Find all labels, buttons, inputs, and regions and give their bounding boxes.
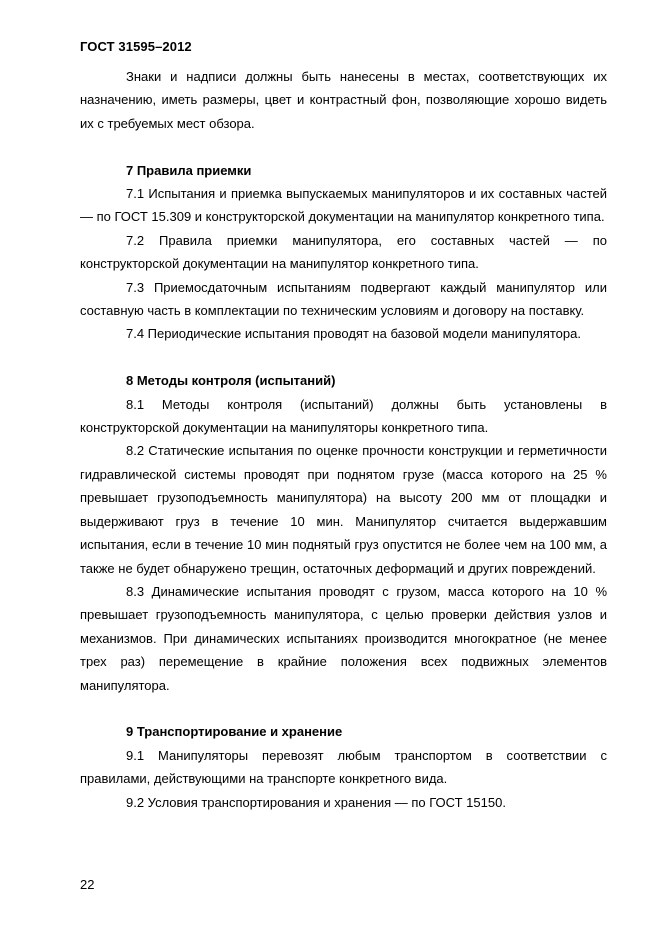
paragraph-7-4: 7.4 Периодические испытания проводят на базовой модели манипулятора.: [126, 326, 581, 342]
document-header: ГОСТ 31595–2012: [80, 39, 192, 54]
paragraph-8-1: 8.1 Методы контроля (испытаний) должны быть установлены в конструкторской документации на манипуляторы конкретного типа.: [80, 396, 607, 436]
section-spacer: [80, 346, 607, 369]
page-number: 22: [80, 877, 95, 892]
section-7-title: 7 Правила приемки: [126, 162, 252, 178]
paragraph-8-2: 8.2 Статические испытания по оценке прочности конструкции и герметичности гидравлической системы проводят при поднятом грузе (масса которого на 25 % превышает грузоподъемность манипулятора) на высоту 200 мм от площадки и выдерживают груз в течение 10 мин. Манипулятор считается выдержавшим испытания, если в течение 10 мин поднятый груз опустится не более чем на 100 мм, а также не будет обнаружено трещин, остаточных деформаций и других повреждений.: [80, 443, 607, 576]
paragraph-9-1: 9.1 Манипуляторы перевозят любым транспортом в соответствии с правилами, действующими на транспорте конкретного вида.: [80, 747, 607, 787]
section-9-title: 9 Транспортирование и хранение: [126, 724, 343, 740]
paragraph-8-3: 8.3 Динамические испытания проводят с грузом, масса которого на 10 % превышает грузоподъемность манипулятора, с целью проверки действия узлов и механизмов. При динамических испытаниях производится многократное (не менее трех раз) перемещение в крайние положения всех подвижных элементов манипулятора.: [80, 583, 607, 693]
section-8-title: 8 Методы контроля (испытаний): [126, 373, 336, 389]
paragraph-7-1: 7.1 Испытания и приемка выпускаемых манипуляторов и их составных частей — по ГОСТ 15.309 и конструкторской документации на манипулятор конкретного типа.: [80, 186, 607, 225]
paragraph-9-2: 9.2 Условия транспортирования и хранения — по ГОСТ 15150.: [126, 794, 506, 810]
paragraph-7-2: 7.2 Правила приемки манипулятора, его составных частей — по конструкторской документации на манипулятор конкретного типа.: [80, 232, 607, 272]
section-spacer: [80, 697, 607, 720]
document-body: [80, 65, 607, 814]
paragraph-7-3: 7.3 Приемосдаточным испытаниям подвергают каждый манипулятор или составную часть в комплектации по техническим условиям и договору на поставку.: [80, 279, 607, 319]
section-spacer: [80, 135, 607, 158]
intro-paragraph: Знаки и надписи должны быть нанесены в местах, соответствующих их назначению, иметь размеры, цвет и контрастный фон, позволяющие хорошо видеть их с требуемых мест обзора.: [80, 69, 607, 131]
